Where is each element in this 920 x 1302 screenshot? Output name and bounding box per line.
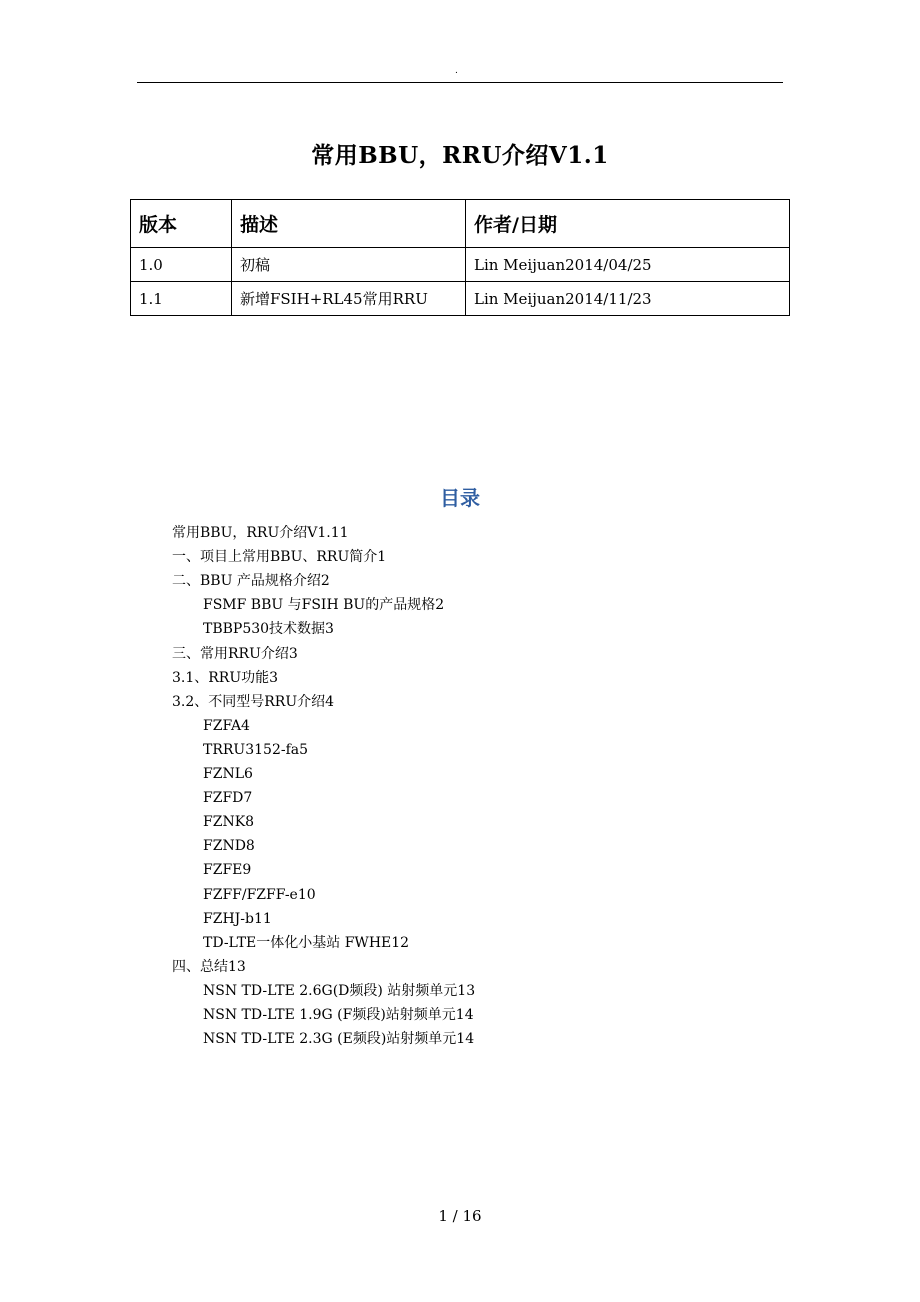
version-table xyxy=(130,199,790,316)
toc-entry[interactable]: 二、BBU 产品规格介绍2 xyxy=(172,573,330,590)
header-dot: . xyxy=(455,66,458,76)
cell-description: 新增FSIH+RL45常用RRU xyxy=(232,282,466,316)
version-table-header xyxy=(131,200,790,248)
toc-entry[interactable]: FZFE9 xyxy=(203,862,252,879)
table-row xyxy=(131,248,790,282)
toc-entry[interactable]: FZNL6 xyxy=(203,766,253,782)
header-description: 描述 xyxy=(232,200,466,248)
toc-entry[interactable]: FZHJ-b11 xyxy=(203,910,272,927)
cell-version: 1.0 xyxy=(131,248,232,282)
toc-entry[interactable]: FZND8 xyxy=(203,838,255,855)
cell-version: 1.1 xyxy=(131,282,232,316)
toc-entry[interactable]: 常用BBU，RRU介绍V1.11 xyxy=(172,525,349,541)
toc-entry[interactable]: 3.2、不同型号RRU介绍4 xyxy=(172,693,335,710)
toc-entry[interactable]: FZFA4 xyxy=(203,717,250,734)
cell-author-date: Lin Meijuan2014/04/25 xyxy=(466,248,790,282)
table-row xyxy=(131,282,790,316)
toc-title: 目录 xyxy=(440,486,480,510)
header-rule xyxy=(137,82,783,83)
toc-entry[interactable]: TRRU3152-fa5 xyxy=(203,741,309,758)
page-number: 1 / 16 xyxy=(438,1207,482,1225)
toc-entry[interactable]: NSN TD-LTE 1.9G (F频段)站射频单元14 xyxy=(203,1007,474,1023)
toc-entry[interactable]: FZFD7 xyxy=(203,790,253,807)
toc-entry[interactable]: 3.1、RRU功能3 xyxy=(172,669,279,686)
header-version: 版本 xyxy=(131,200,232,248)
toc-entry[interactable]: FZFF/FZFF-e10 xyxy=(203,886,316,903)
cell-author-date: Lin Meijuan2014/11/23 xyxy=(466,282,790,316)
toc-entry[interactable]: TD-LTE一体化小基站 FWHE12 xyxy=(203,934,410,951)
toc-entry[interactable]: 三、常用RRU介绍3 xyxy=(172,645,298,662)
cell-description: 初稿 xyxy=(232,248,466,282)
toc-entry[interactable]: TBBP530技术数据3 xyxy=(203,621,334,638)
toc-entry[interactable]: FSMF BBU 与FSIH BU的产品规格2 xyxy=(203,597,445,614)
toc-entry[interactable]: FZNK8 xyxy=(203,814,255,831)
header-author-date: 作者/日期 xyxy=(466,200,790,248)
document-title: 常用BBU，RRU介绍V1.1 xyxy=(311,142,609,169)
toc-entry[interactable]: 四、总结13 xyxy=(172,958,246,975)
toc-entry[interactable]: NSN TD-LTE 2.6G(D频段) 站射频单元13 xyxy=(203,982,476,999)
toc-entry[interactable]: 一、项目上常用BBU、RRU简介1 xyxy=(172,549,387,566)
toc-entry[interactable]: NSN TD-LTE 2.3G (E频段)站射频单元14 xyxy=(203,1031,475,1048)
